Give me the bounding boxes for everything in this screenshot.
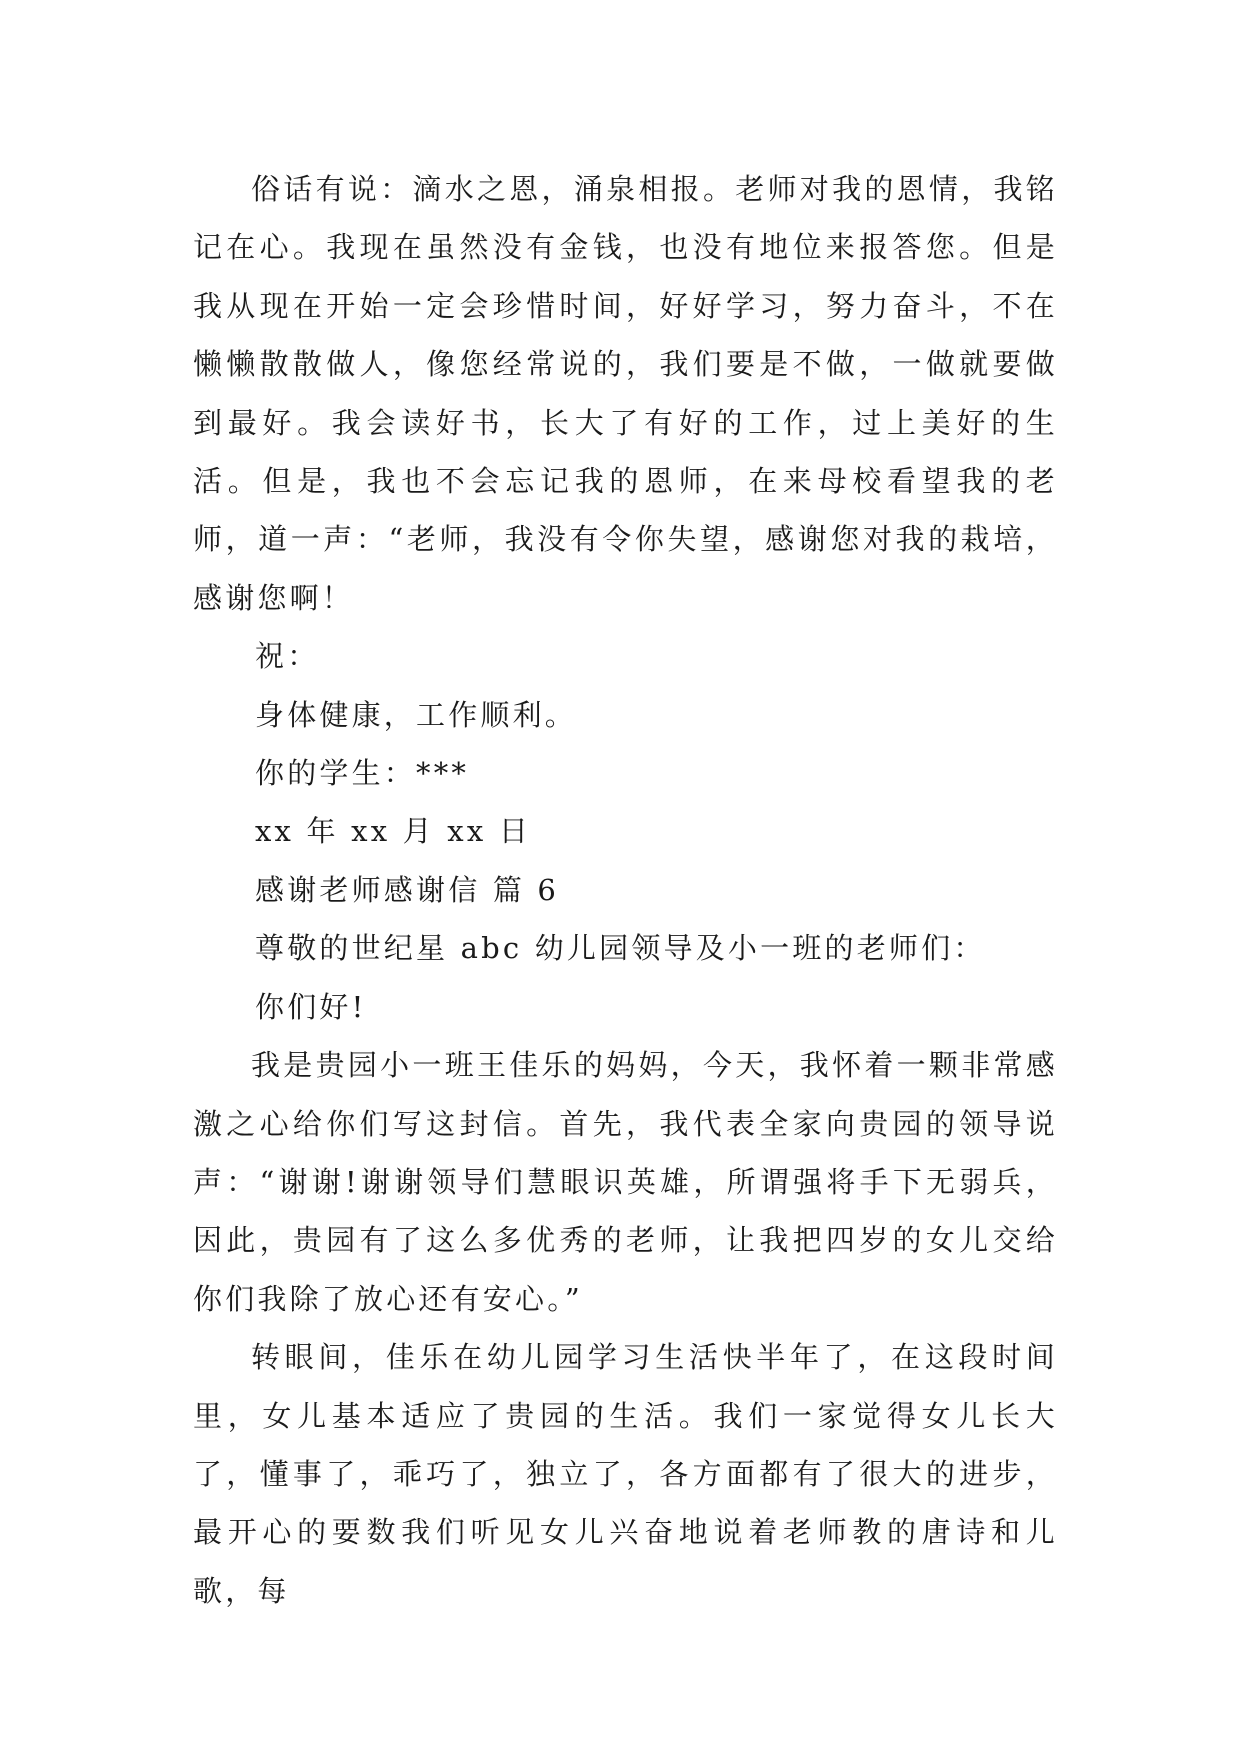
letter-body	[193, 160, 1058, 1620]
paragraph-introduction: 我是贵园小一班王佳乐的妈妈，今天，我怀着一颗非常感激之心给你们写这封信。首先，我代表全家向贵园的领导说声：“谢谢!谢谢领导们慧眼识英雄，所谓强将手下无弱兵，因此，贵园有了这么多优秀的老师，让我把四岁的女儿交给你们我除了放心还有安心。”	[193, 1048, 1058, 1316]
signature: 你的学生：***	[255, 756, 470, 791]
letter-addressee: 尊敬的世纪星 abc 幼儿园领导及小一班的老师们：	[255, 931, 986, 966]
paragraph-progress: 转眼间，佳乐在幼儿园学习生活快半年了，在这段时间里，女儿基本适应了贵园的生活。我们一家觉得女儿长大了，懂事了，乖巧了，独立了，各方面都有了很大的进步，最开心的要数我们听见女儿兴奋地说着老师教的唐诗和儿歌，每	[193, 1340, 1058, 1608]
section-heading: 感谢老师感谢信 篇 6	[255, 872, 560, 907]
greeting: 你们好!	[255, 989, 367, 1024]
date-line: xx 年 xx 月 xx 日	[255, 814, 532, 849]
paragraph-gratitude: 俗话有说：滴水之恩，涌泉相报。老师对我的恩情，我铭记在心。我现在虽然没有金钱，也没有地位来报答您。但是我从现在开始一定会珍惜时间，好好学习，努力奋斗，不在懒懒散散做人，像您经常说的，我们要是不做，一做就要做到最好。我会读好书，长大了有好的工作，过上美好的生活。但是，我也不会忘记我的恩师，在来母校看望我的老师，道一声：“老师，我没有令你失望，感谢您对我的栽培，感谢您啊！	[193, 172, 1058, 615]
salutation-wish: 祝：	[255, 639, 320, 674]
wish-text: 身体健康，工作顺利。	[255, 697, 578, 732]
